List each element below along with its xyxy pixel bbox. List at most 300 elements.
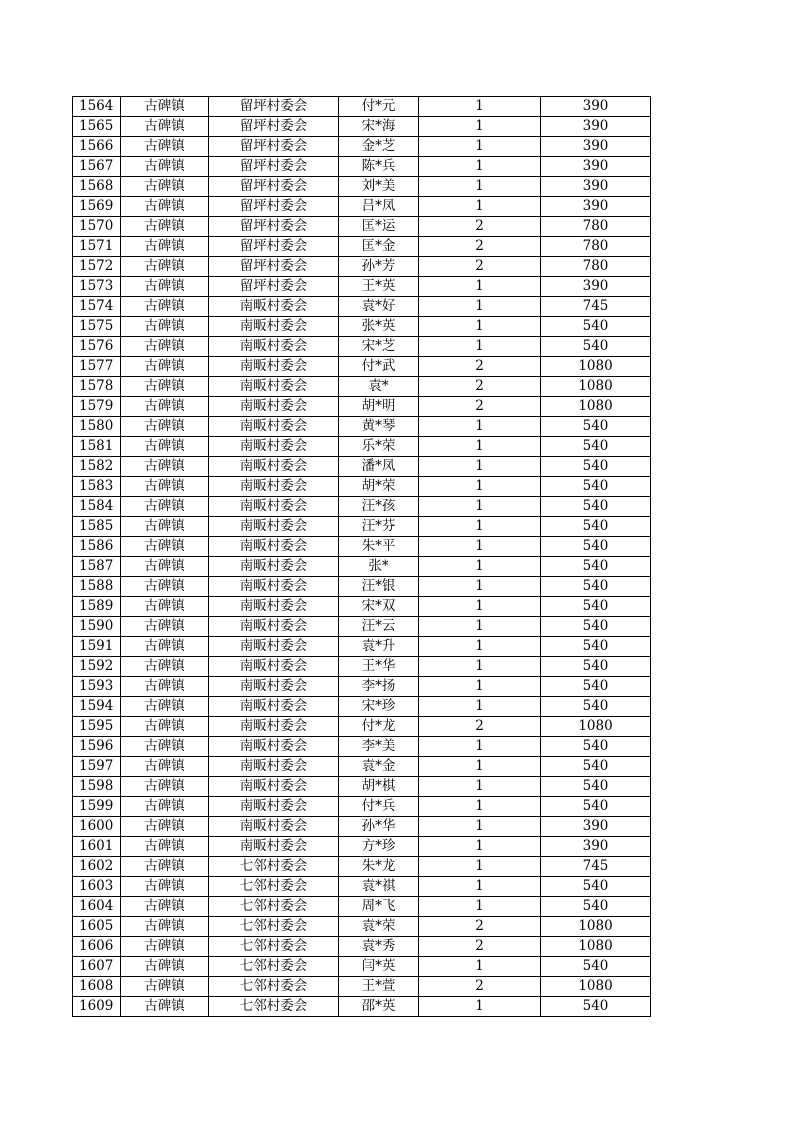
village-cell: 留坪村委会 (209, 117, 339, 137)
village-cell: 南畈村委会 (209, 357, 339, 377)
village-cell: 七邻村委会 (209, 897, 339, 917)
person-name-cell: 宋*双 (339, 597, 419, 617)
person-name-cell: 袁* (339, 377, 419, 397)
town-cell: 古碑镇 (121, 637, 209, 657)
row-number-cell: 1604 (73, 897, 121, 917)
household-count-cell: 2 (419, 237, 541, 257)
table-row (73, 357, 651, 377)
table-row (73, 197, 651, 217)
household-count-cell: 1 (419, 657, 541, 677)
household-count-cell: 1 (419, 837, 541, 857)
town-cell: 古碑镇 (121, 197, 209, 217)
table-row (73, 877, 651, 897)
village-cell: 南畈村委会 (209, 677, 339, 697)
town-cell: 古碑镇 (121, 717, 209, 737)
town-cell: 古碑镇 (121, 977, 209, 997)
household-count-cell: 1 (419, 577, 541, 597)
row-number-cell: 1585 (73, 517, 121, 537)
table-row (73, 677, 651, 697)
amount-cell: 540 (541, 537, 651, 557)
village-cell: 留坪村委会 (209, 177, 339, 197)
person-name-cell: 张*英 (339, 317, 419, 337)
household-count-cell: 1 (419, 677, 541, 697)
row-number-cell: 1570 (73, 217, 121, 237)
table-row (73, 717, 651, 737)
town-cell: 古碑镇 (121, 757, 209, 777)
amount-cell: 540 (541, 757, 651, 777)
household-count-cell: 1 (419, 897, 541, 917)
household-count-cell: 1 (419, 117, 541, 137)
amount-cell: 1080 (541, 937, 651, 957)
table-row (73, 817, 651, 837)
table-row (73, 957, 651, 977)
amount-cell: 540 (541, 497, 651, 517)
amount-cell: 390 (541, 277, 651, 297)
table-row (73, 777, 651, 797)
amount-cell: 1080 (541, 357, 651, 377)
town-cell: 古碑镇 (121, 337, 209, 357)
subsidy-table-container (72, 96, 650, 1017)
amount-cell: 540 (541, 617, 651, 637)
row-number-cell: 1571 (73, 237, 121, 257)
amount-cell: 540 (541, 637, 651, 657)
table-row (73, 597, 651, 617)
village-cell: 南畈村委会 (209, 457, 339, 477)
household-count-cell: 2 (419, 257, 541, 277)
amount-cell: 390 (541, 97, 651, 117)
household-count-cell: 1 (419, 737, 541, 757)
village-cell: 南畈村委会 (209, 777, 339, 797)
amount-cell: 540 (541, 417, 651, 437)
row-number-cell: 1603 (73, 877, 121, 897)
table-row (73, 917, 651, 937)
row-number-cell: 1601 (73, 837, 121, 857)
row-number-cell: 1608 (73, 977, 121, 997)
amount-cell: 1080 (541, 717, 651, 737)
town-cell: 古碑镇 (121, 97, 209, 117)
town-cell: 古碑镇 (121, 457, 209, 477)
town-cell: 古碑镇 (121, 557, 209, 577)
row-number-cell: 1607 (73, 957, 121, 977)
amount-cell: 540 (541, 737, 651, 757)
row-number-cell: 1605 (73, 917, 121, 937)
table-row (73, 837, 651, 857)
row-number-cell: 1597 (73, 757, 121, 777)
table-row (73, 437, 651, 457)
table-row (73, 137, 651, 157)
table-row (73, 337, 651, 357)
person-name-cell: 付*龙 (339, 717, 419, 737)
village-cell: 南畈村委会 (209, 317, 339, 337)
village-cell: 南畈村委会 (209, 497, 339, 517)
town-cell: 古碑镇 (121, 537, 209, 557)
village-cell: 南畈村委会 (209, 797, 339, 817)
household-count-cell: 2 (419, 937, 541, 957)
row-number-cell: 1596 (73, 737, 121, 757)
household-count-cell: 1 (419, 757, 541, 777)
subsidy-table (72, 96, 651, 1017)
person-name-cell: 刘*美 (339, 177, 419, 197)
table-row (73, 617, 651, 637)
person-name-cell: 汪*银 (339, 577, 419, 597)
person-name-cell: 宋*珍 (339, 697, 419, 717)
town-cell: 古碑镇 (121, 437, 209, 457)
table-row (73, 857, 651, 877)
town-cell: 古碑镇 (121, 997, 209, 1017)
row-number-cell: 1583 (73, 477, 121, 497)
person-name-cell: 李*美 (339, 737, 419, 757)
table-row (73, 157, 651, 177)
amount-cell: 540 (541, 877, 651, 897)
household-count-cell: 1 (419, 517, 541, 537)
town-cell: 古碑镇 (121, 617, 209, 637)
table-row (73, 277, 651, 297)
village-cell: 七邻村委会 (209, 997, 339, 1017)
amount-cell: 1080 (541, 977, 651, 997)
household-count-cell: 1 (419, 277, 541, 297)
table-body (73, 97, 651, 1017)
town-cell: 古碑镇 (121, 597, 209, 617)
amount-cell: 540 (541, 457, 651, 477)
town-cell: 古碑镇 (121, 417, 209, 437)
household-count-cell: 1 (419, 497, 541, 517)
table-row (73, 637, 651, 657)
amount-cell: 390 (541, 117, 651, 137)
row-number-cell: 1581 (73, 437, 121, 457)
person-name-cell: 王*英 (339, 277, 419, 297)
row-number-cell: 1572 (73, 257, 121, 277)
person-name-cell: 汪*芬 (339, 517, 419, 537)
row-number-cell: 1580 (73, 417, 121, 437)
amount-cell: 390 (541, 157, 651, 177)
table-row (73, 517, 651, 537)
village-cell: 南畈村委会 (209, 717, 339, 737)
person-name-cell: 朱*龙 (339, 857, 419, 877)
household-count-cell: 1 (419, 297, 541, 317)
village-cell: 南畈村委会 (209, 817, 339, 837)
table-row (73, 577, 651, 597)
row-number-cell: 1595 (73, 717, 121, 737)
town-cell: 古碑镇 (121, 577, 209, 597)
person-name-cell: 王*华 (339, 657, 419, 677)
person-name-cell: 孙*芳 (339, 257, 419, 277)
village-cell: 南畈村委会 (209, 597, 339, 617)
town-cell: 古碑镇 (121, 697, 209, 717)
person-name-cell: 袁*秀 (339, 937, 419, 957)
person-name-cell: 邵*英 (339, 997, 419, 1017)
table-row (73, 697, 651, 717)
household-count-cell: 1 (419, 537, 541, 557)
person-name-cell: 汪*云 (339, 617, 419, 637)
amount-cell: 390 (541, 177, 651, 197)
table-row (73, 997, 651, 1017)
town-cell: 古碑镇 (121, 817, 209, 837)
household-count-cell: 1 (419, 857, 541, 877)
village-cell: 留坪村委会 (209, 277, 339, 297)
person-name-cell: 付*元 (339, 97, 419, 117)
town-cell: 古碑镇 (121, 877, 209, 897)
person-name-cell: 胡*荣 (339, 477, 419, 497)
town-cell: 古碑镇 (121, 497, 209, 517)
person-name-cell: 袁*好 (339, 297, 419, 317)
person-name-cell: 黄*琴 (339, 417, 419, 437)
town-cell: 古碑镇 (121, 357, 209, 377)
row-number-cell: 1606 (73, 937, 121, 957)
person-name-cell: 匡*金 (339, 237, 419, 257)
town-cell: 古碑镇 (121, 517, 209, 537)
table-row (73, 117, 651, 137)
person-name-cell: 陈*兵 (339, 157, 419, 177)
row-number-cell: 1592 (73, 657, 121, 677)
village-cell: 南畈村委会 (209, 477, 339, 497)
row-number-cell: 1587 (73, 557, 121, 577)
person-name-cell: 袁*祺 (339, 877, 419, 897)
amount-cell: 390 (541, 837, 651, 857)
town-cell: 古碑镇 (121, 237, 209, 257)
row-number-cell: 1584 (73, 497, 121, 517)
amount-cell: 540 (541, 997, 651, 1017)
row-number-cell: 1568 (73, 177, 121, 197)
amount-cell: 540 (541, 517, 651, 537)
amount-cell: 780 (541, 237, 651, 257)
town-cell: 古碑镇 (121, 297, 209, 317)
table-row (73, 737, 651, 757)
person-name-cell: 周*飞 (339, 897, 419, 917)
person-name-cell: 袁*金 (339, 757, 419, 777)
village-cell: 留坪村委会 (209, 97, 339, 117)
village-cell: 南畈村委会 (209, 737, 339, 757)
row-number-cell: 1586 (73, 537, 121, 557)
village-cell: 南畈村委会 (209, 337, 339, 357)
row-number-cell: 1566 (73, 137, 121, 157)
household-count-cell: 2 (419, 917, 541, 937)
household-count-cell: 2 (419, 377, 541, 397)
amount-cell: 540 (541, 597, 651, 617)
person-name-cell: 张* (339, 557, 419, 577)
person-name-cell: 胡*明 (339, 397, 419, 417)
row-number-cell: 1602 (73, 857, 121, 877)
table-row (73, 497, 651, 517)
household-count-cell: 2 (419, 717, 541, 737)
town-cell: 古碑镇 (121, 177, 209, 197)
person-name-cell: 袁*升 (339, 637, 419, 657)
village-cell: 南畈村委会 (209, 577, 339, 597)
table-row (73, 297, 651, 317)
amount-cell: 780 (541, 217, 651, 237)
village-cell: 南畈村委会 (209, 377, 339, 397)
village-cell: 南畈村委会 (209, 417, 339, 437)
row-number-cell: 1579 (73, 397, 121, 417)
village-cell: 南畈村委会 (209, 837, 339, 857)
village-cell: 南畈村委会 (209, 517, 339, 537)
amount-cell: 390 (541, 137, 651, 157)
household-count-cell: 1 (419, 957, 541, 977)
row-number-cell: 1576 (73, 337, 121, 357)
person-name-cell: 潘*凤 (339, 457, 419, 477)
row-number-cell: 1565 (73, 117, 121, 137)
town-cell: 古碑镇 (121, 737, 209, 757)
village-cell: 留坪村委会 (209, 157, 339, 177)
village-cell: 南畈村委会 (209, 437, 339, 457)
table-row (73, 217, 651, 237)
table-row (73, 417, 651, 437)
household-count-cell: 1 (419, 557, 541, 577)
village-cell: 七邻村委会 (209, 957, 339, 977)
person-name-cell: 汪*孩 (339, 497, 419, 517)
table-row (73, 757, 651, 777)
row-number-cell: 1599 (73, 797, 121, 817)
row-number-cell: 1589 (73, 597, 121, 617)
village-cell: 南畈村委会 (209, 637, 339, 657)
amount-cell: 540 (541, 777, 651, 797)
person-name-cell: 宋*海 (339, 117, 419, 137)
person-name-cell: 金*芝 (339, 137, 419, 157)
village-cell: 留坪村委会 (209, 217, 339, 237)
person-name-cell: 王*萱 (339, 977, 419, 997)
town-cell: 古碑镇 (121, 657, 209, 677)
household-count-cell: 1 (419, 997, 541, 1017)
household-count-cell: 1 (419, 697, 541, 717)
row-number-cell: 1567 (73, 157, 121, 177)
household-count-cell: 1 (419, 777, 541, 797)
row-number-cell: 1591 (73, 637, 121, 657)
person-name-cell: 方*珍 (339, 837, 419, 857)
village-cell: 留坪村委会 (209, 137, 339, 157)
household-count-cell: 1 (419, 197, 541, 217)
person-name-cell: 李*扬 (339, 677, 419, 697)
village-cell: 留坪村委会 (209, 257, 339, 277)
row-number-cell: 1569 (73, 197, 121, 217)
town-cell: 古碑镇 (121, 777, 209, 797)
row-number-cell: 1564 (73, 97, 121, 117)
town-cell: 古碑镇 (121, 957, 209, 977)
amount-cell: 780 (541, 257, 651, 277)
amount-cell: 540 (541, 557, 651, 577)
village-cell: 七邻村委会 (209, 937, 339, 957)
amount-cell: 540 (541, 577, 651, 597)
town-cell: 古碑镇 (121, 857, 209, 877)
household-count-cell: 1 (419, 437, 541, 457)
household-count-cell: 1 (419, 597, 541, 617)
amount-cell: 540 (541, 337, 651, 357)
row-number-cell: 1582 (73, 457, 121, 477)
amount-cell: 745 (541, 857, 651, 877)
town-cell: 古碑镇 (121, 257, 209, 277)
table-row (73, 317, 651, 337)
amount-cell: 540 (541, 697, 651, 717)
person-name-cell: 闫*英 (339, 957, 419, 977)
village-cell: 七邻村委会 (209, 977, 339, 997)
village-cell: 南畈村委会 (209, 657, 339, 677)
row-number-cell: 1578 (73, 377, 121, 397)
table-row (73, 937, 651, 957)
village-cell: 七邻村委会 (209, 877, 339, 897)
household-count-cell: 1 (419, 137, 541, 157)
village-cell: 南畈村委会 (209, 537, 339, 557)
table-row (73, 397, 651, 417)
row-number-cell: 1609 (73, 997, 121, 1017)
amount-cell: 540 (541, 957, 651, 977)
village-cell: 南畈村委会 (209, 557, 339, 577)
row-number-cell: 1574 (73, 297, 121, 317)
amount-cell: 1080 (541, 377, 651, 397)
household-count-cell: 1 (419, 617, 541, 637)
person-name-cell: 朱*平 (339, 537, 419, 557)
household-count-cell: 2 (419, 357, 541, 377)
table-row (73, 657, 651, 677)
village-cell: 南畈村委会 (209, 617, 339, 637)
town-cell: 古碑镇 (121, 477, 209, 497)
person-name-cell: 匡*运 (339, 217, 419, 237)
household-count-cell: 1 (419, 817, 541, 837)
household-count-cell: 1 (419, 317, 541, 337)
household-count-cell: 1 (419, 797, 541, 817)
row-number-cell: 1573 (73, 277, 121, 297)
household-count-cell: 1 (419, 337, 541, 357)
town-cell: 古碑镇 (121, 937, 209, 957)
village-cell: 留坪村委会 (209, 237, 339, 257)
person-name-cell: 付*武 (339, 357, 419, 377)
amount-cell: 745 (541, 297, 651, 317)
person-name-cell: 付*兵 (339, 797, 419, 817)
household-count-cell: 1 (419, 457, 541, 477)
row-number-cell: 1577 (73, 357, 121, 377)
table-row (73, 97, 651, 117)
table-row (73, 557, 651, 577)
town-cell: 古碑镇 (121, 837, 209, 857)
amount-cell: 390 (541, 817, 651, 837)
village-cell: 南畈村委会 (209, 297, 339, 317)
amount-cell: 540 (541, 317, 651, 337)
village-cell: 七邻村委会 (209, 917, 339, 937)
amount-cell: 540 (541, 477, 651, 497)
table-row (73, 237, 651, 257)
person-name-cell: 孙*华 (339, 817, 419, 837)
amount-cell: 540 (541, 797, 651, 817)
town-cell: 古碑镇 (121, 117, 209, 137)
household-count-cell: 2 (419, 217, 541, 237)
table-row (73, 377, 651, 397)
table-row (73, 897, 651, 917)
town-cell: 古碑镇 (121, 317, 209, 337)
table-row (73, 457, 651, 477)
amount-cell: 540 (541, 657, 651, 677)
table-row (73, 177, 651, 197)
town-cell: 古碑镇 (121, 797, 209, 817)
table-row (73, 797, 651, 817)
town-cell: 古碑镇 (121, 897, 209, 917)
household-count-cell: 1 (419, 637, 541, 657)
town-cell: 古碑镇 (121, 377, 209, 397)
amount-cell: 390 (541, 197, 651, 217)
person-name-cell: 袁*荣 (339, 917, 419, 937)
town-cell: 古碑镇 (121, 157, 209, 177)
row-number-cell: 1593 (73, 677, 121, 697)
village-cell: 南畈村委会 (209, 397, 339, 417)
household-count-cell: 2 (419, 397, 541, 417)
table-row (73, 477, 651, 497)
row-number-cell: 1588 (73, 577, 121, 597)
household-count-cell: 1 (419, 177, 541, 197)
town-cell: 古碑镇 (121, 397, 209, 417)
amount-cell: 540 (541, 437, 651, 457)
person-name-cell: 乐*荣 (339, 437, 419, 457)
household-count-cell: 1 (419, 477, 541, 497)
person-name-cell: 胡*棋 (339, 777, 419, 797)
amount-cell: 540 (541, 677, 651, 697)
town-cell: 古碑镇 (121, 137, 209, 157)
household-count-cell: 1 (419, 157, 541, 177)
